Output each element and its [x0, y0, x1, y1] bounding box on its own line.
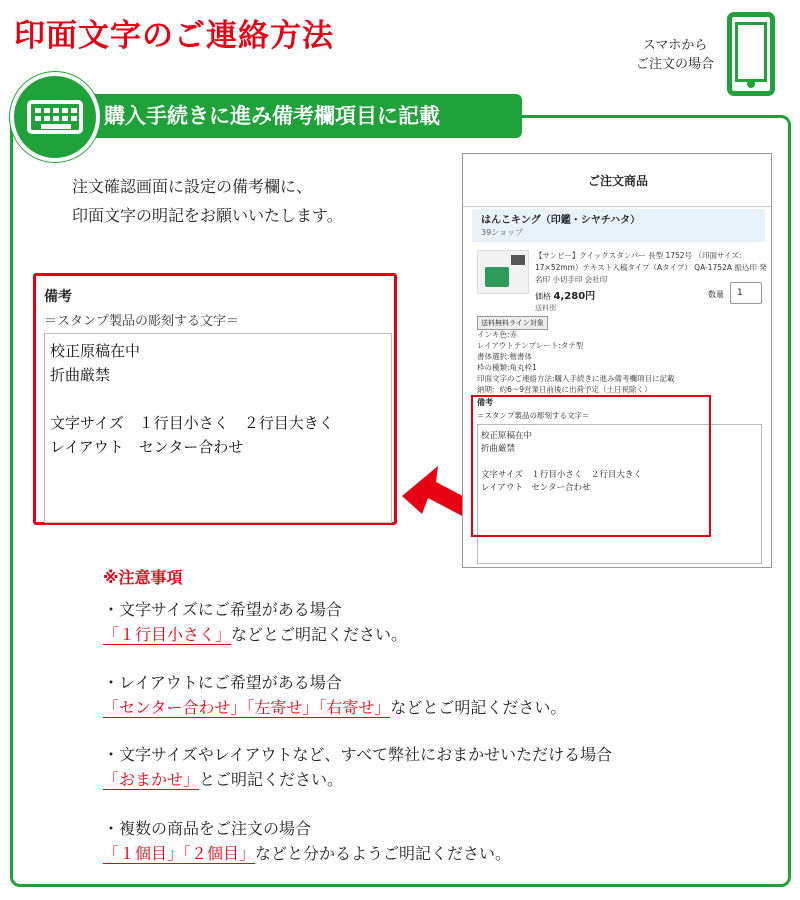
note-3-example	[103, 767, 343, 790]
note-2-example	[103, 695, 566, 718]
order-remarks-line: 校正原稿在中	[481, 431, 533, 441]
note-2-highlight: 「センター合わせ」「左寄せ」「右寄せ」	[103, 698, 391, 717]
intro-line2: 印面文字の明記をお願いいたします。	[72, 206, 343, 225]
order-screenshot	[462, 153, 772, 568]
step-label: 購入手続きに進み備考欄項目に記載	[104, 104, 440, 128]
notes-title: ※注意事項	[103, 568, 183, 587]
quantity-input[interactable]: 1	[730, 282, 762, 304]
product-name[interactable]: 【サンビー】クイックスタンパー 長型 1752号 （印面サイズ：17×52mm）テキスト入稿タイプ（Aタイプ） QA-1752A 振込印 発名印 小切手印 会社印	[535, 251, 767, 284]
note-4-tail: などと分かるようご明記ください。	[255, 844, 512, 863]
smartphone-icon	[727, 12, 775, 96]
option-line: 書体選択:楷書体	[477, 352, 533, 361]
order-remarks-heading: 備考	[477, 398, 493, 407]
smartphone-label-line1: スマホから	[642, 38, 708, 53]
remarks-heading: 備考	[44, 289, 72, 305]
order-remarks-line: レイアウト センター合わせ	[481, 483, 591, 493]
note-4: ・複数の商品をご注文の場合	[103, 819, 312, 838]
product-options	[477, 329, 675, 395]
remarks-line: 折曲厳禁	[50, 366, 111, 384]
shipping-label: 送料別	[535, 304, 556, 312]
note-2: ・レイアウトにご希望がある場合	[103, 673, 342, 692]
order-remarks-line: 文字サイズ １行目小さく ２行目大きく	[481, 470, 642, 480]
option-line: 枠の種類:角丸枠1	[477, 363, 537, 372]
price-label: 価格	[535, 292, 551, 301]
note-1-highlight: 「１行目小さく」	[103, 625, 232, 644]
option-line: レイアウトテンプレート:タテ型	[477, 341, 584, 350]
note-3: ・文字サイズやレイアウトなど、すべて弊社におまかせいただける場合	[103, 745, 613, 764]
free-shipping-badge: 送料無料ライン対象	[477, 316, 548, 330]
note-3-highlight: 「おまかせ」	[103, 770, 200, 789]
remarks-example	[33, 273, 397, 525]
note-4-example	[103, 841, 511, 864]
order-remarks-sublabel: ＝スタンプ製品の彫刻する文字＝	[477, 411, 590, 420]
remarks-line: 文字サイズ １行目小さく ２行目大きく	[50, 414, 334, 432]
shop-name[interactable]: はんこキング（印鑑・シヤチハタ）	[481, 215, 641, 226]
keyboard-badge	[10, 72, 100, 162]
price-value: 4,280円	[553, 291, 596, 302]
remarks-line: レイアウト センター合わせ	[50, 438, 244, 456]
note-3-tail: とご明記ください。	[199, 770, 344, 789]
remarks-textarea[interactable]	[44, 333, 392, 523]
note-1-example	[103, 622, 407, 645]
option-line: インキ色:赤	[477, 330, 518, 339]
intro-line1: 注文確認画面に設定の備考欄に、	[72, 177, 313, 196]
order-title: ご注文商品	[587, 174, 648, 188]
remarks-line: 校正原稿在中	[50, 342, 141, 360]
remarks-sublabel: ＝スタンプ製品の彫刻する文字＝	[44, 314, 240, 329]
note-2-tail: などとご明記ください。	[390, 698, 567, 717]
option-line: 納期：約6～9営業日前後に出荷予定（土日祝除く）	[477, 385, 652, 394]
remarks-highlight	[471, 395, 711, 537]
smartphone-label-line2: ご注文の場合	[635, 57, 714, 72]
product-thumbnail	[477, 250, 529, 294]
keyboard-icon	[27, 100, 83, 134]
note-1-tail: などとご明記ください。	[231, 625, 408, 644]
smartphone-label	[620, 36, 730, 74]
shop-sub: 39ショップ	[481, 228, 524, 237]
note-1: ・文字サイズにご希望がある場合	[103, 600, 342, 619]
order-remarks-line: 折曲厳禁	[481, 444, 516, 454]
option-line: 印面文字のご連絡方法:購入手続きに進み備考欄項目に記載	[477, 374, 675, 383]
page-title: 印面文字のご連絡方法	[14, 18, 334, 54]
intro-text	[72, 172, 343, 230]
quantity-label: 数量	[708, 290, 724, 299]
note-4-highlight: 「１個目」「２個目」	[103, 844, 256, 863]
product-price	[535, 287, 595, 302]
